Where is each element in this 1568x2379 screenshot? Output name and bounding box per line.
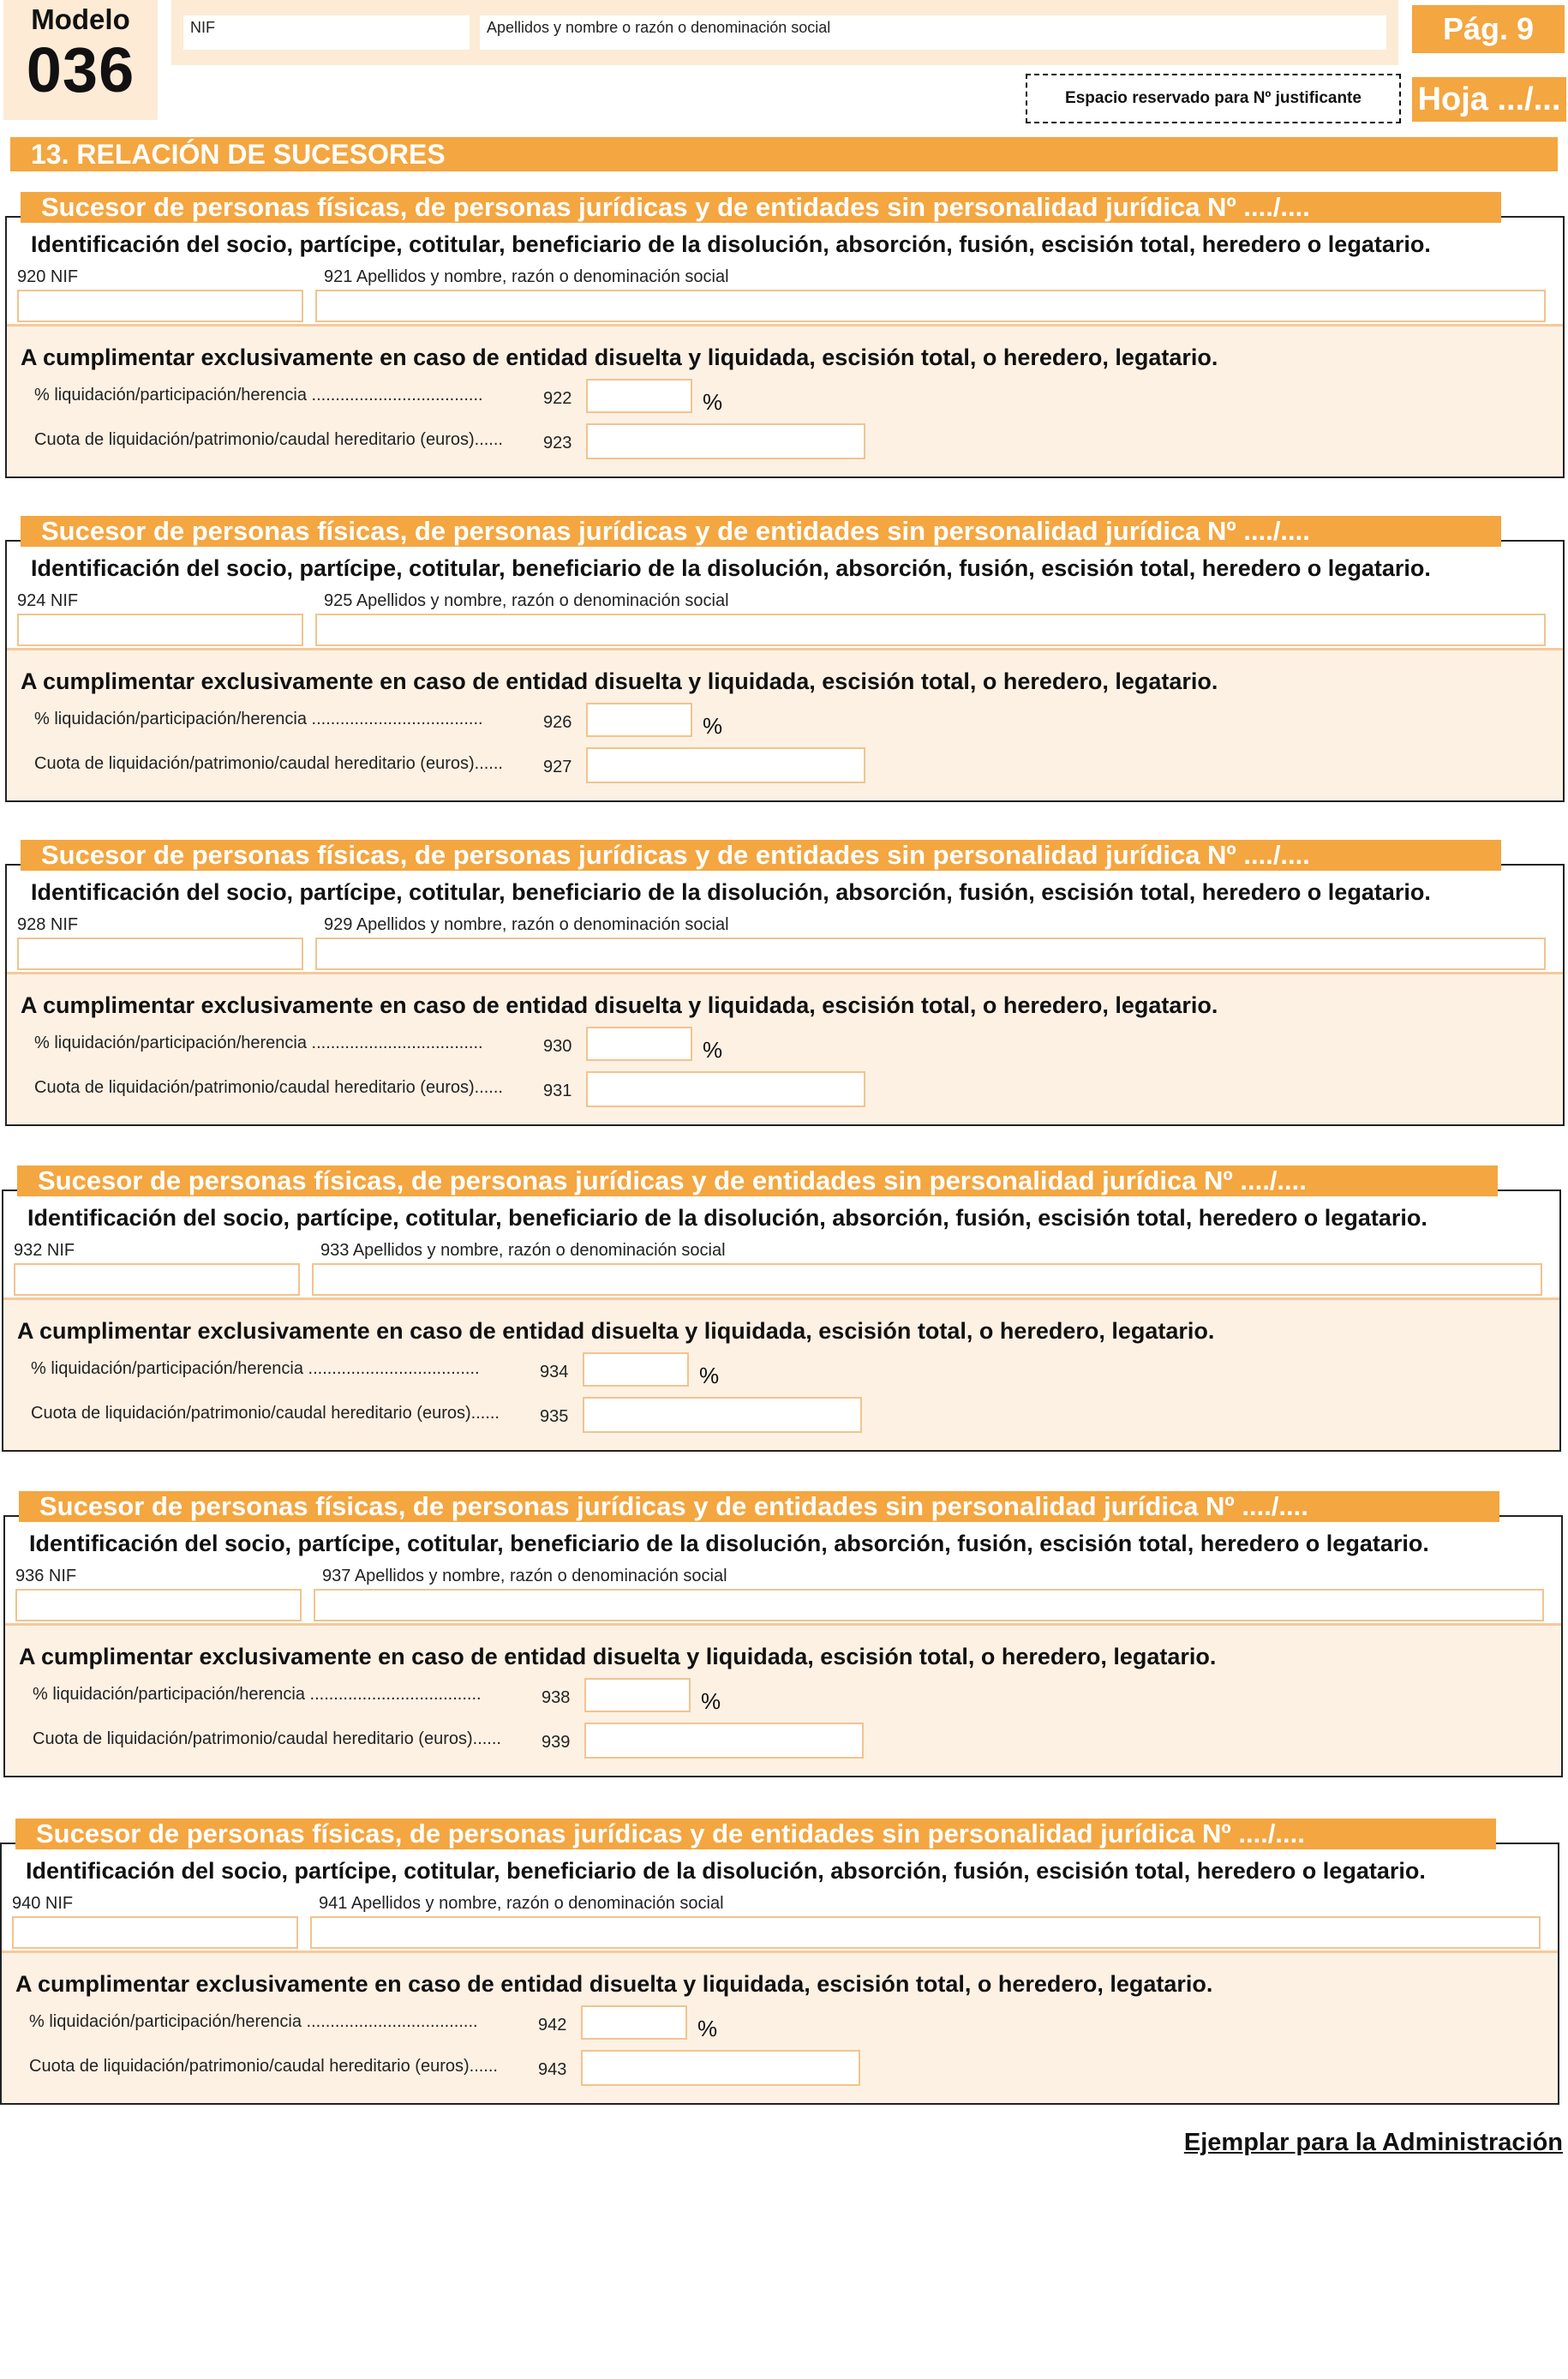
successor-block-body [5,864,1565,1126]
successor-block-title: Sucesor de personas físicas, de personas jurídicas y de entidades sin personalidad jurídica Nº ..../.... [15,1819,1496,1849]
modelo-box [3,0,158,120]
successor-block-title: Sucesor de personas físicas, de personas jurídicas y de entidades sin personalidad jurídica Nº ..../.... [19,1491,1499,1522]
name-input[interactable] [315,290,1546,322]
percentage-input[interactable] [583,1352,689,1387]
quota-code: 943 [538,2060,567,2079]
percent-sign: % [697,2016,718,2041]
name-input[interactable] [310,1916,1541,1949]
nif-label: 924 NIF [17,591,79,610]
page-number-badge: Pág. 9 [1412,5,1565,53]
quota-code: 927 [543,758,572,776]
nif-input[interactable] [15,1589,302,1621]
percentage-label: % liquidación/participación/herencia .................................... [33,1685,482,1704]
percentage-code: 934 [540,1363,569,1381]
quota-input[interactable] [586,1071,865,1107]
quota-code: 939 [542,1733,571,1752]
identification-area [3,1191,1559,1300]
percent-sign: % [703,713,723,739]
nif-input[interactable] [12,1916,298,1949]
name-label: 941 Apellidos y nombre, razón o denominación social [319,1894,724,1913]
reserved-justificante-box: Espacio reservado para Nº justificante [1026,74,1401,123]
name-label: 921 Apellidos y nombre, razón o denominación social [324,267,729,286]
quota-label: Cuota de liquidación/patrimonio/caudal hereditario (euros)...... [34,754,503,773]
successor-block-3 [5,840,1565,1131]
section-title: 13. RELACIÓN DE SUCESORES [10,137,1558,171]
successor-block-title: Sucesor de personas físicas, de personas jurídicas y de entidades sin personalidad jurídica Nº ..../.... [21,192,1501,223]
successor-block-body [5,216,1565,478]
name-input[interactable] [315,614,1546,646]
name-label: 929 Apellidos y nombre, razón o denominación social [324,915,729,934]
percentage-label: % liquidación/participación/herencia .................................... [34,386,483,404]
percentage-code: 930 [543,1037,572,1056]
identification-title: Identificación del socio, partícipe, cotitular, beneficiario de la disolución, absorción, fusión, escisión total, heredero o legatario. [26,1858,1426,1884]
identification-area [7,542,1563,650]
identification-title: Identificación del socio, partícipe, cotitular, beneficiario de la disolución, absorción, fusión, escisión total, heredero o legatario. [29,1531,1429,1556]
liquidation-title: A cumplimentar exclusivamente en caso de entidad disuelta y liquidada, escisión total, o heredero, legatario. [17,1318,1215,1344]
successor-block-body [3,1515,1563,1777]
identification-area [7,218,1563,327]
quota-input[interactable] [586,423,865,459]
successor-block-6 [0,1819,1559,2110]
quota-input[interactable] [581,2050,860,2086]
name-label: 925 Apellidos y nombre, razón o denominación social [324,591,729,610]
liquidation-title: A cumplimentar exclusivamente en caso de entidad disuelta y liquidada, escisión total, o heredero, legatario. [15,1971,1213,1997]
name-input[interactable] [312,1263,1542,1296]
percent-sign: % [701,1688,721,1714]
quota-code: 935 [540,1407,569,1426]
identification-area [2,1844,1558,1953]
percentage-code: 942 [538,2016,567,2034]
header-name-field[interactable]: Apellidos y nombre o razón o denominación social [480,15,1386,50]
nif-label: 932 NIF [14,1241,75,1260]
sheet-number-badge: Hoja .../... [1412,77,1566,122]
successor-block-5 [3,1491,1563,1783]
identification-title: Identificación del socio, partícipe, cotitular, beneficiario de la disolución, absorción, fusión, escisión total, heredero o legatario. [31,231,1431,257]
percentage-input[interactable] [586,1027,692,1061]
identification-area [5,1517,1561,1626]
nif-label: 928 NIF [17,915,79,934]
identification-title: Identificación del socio, partícipe, cotitular, beneficiario de la disolución, absorción, fusión, escisión total, heredero o legatario. [31,879,1431,905]
name-input[interactable] [315,938,1546,970]
successor-block-body [5,540,1565,802]
percentage-input[interactable] [581,2005,687,2040]
quota-label: Cuota de liquidación/patrimonio/caudal hereditario (euros)...... [34,1078,503,1097]
nif-label: 920 NIF [17,267,79,286]
successor-block-2 [5,516,1565,807]
header-nif-field[interactable]: NIF [183,15,470,50]
quota-label: Cuota de liquidación/patrimonio/caudal hereditario (euros)...... [31,1404,500,1423]
modelo-word: Modelo [31,3,130,35]
percent-sign: % [703,389,723,415]
successor-block-body [2,1190,1561,1452]
quota-code: 931 [543,1082,572,1100]
percentage-input[interactable] [584,1678,691,1712]
percentage-label: % liquidación/participación/herencia .................................... [34,710,483,728]
successor-block-title: Sucesor de personas físicas, de personas jurídicas y de entidades sin personalidad jurídica Nº ..../.... [21,840,1501,871]
percentage-label: % liquidación/participación/herencia .................................... [34,1034,483,1052]
header-band [171,0,1398,65]
percentage-code: 922 [543,389,572,408]
identification-area [7,866,1563,974]
identification-title: Identificación del socio, partícipe, cotitular, beneficiario de la disolución, absorción, fusión, escisión total, heredero o legatario. [27,1205,1427,1231]
modelo-number: 036 [26,34,135,105]
copy-for-administration-label: Ejemplar para la Administración [1183,2129,1563,2156]
percent-sign: % [703,1037,723,1063]
nif-input[interactable] [14,1263,300,1296]
quota-code: 923 [543,434,572,452]
name-input[interactable] [314,1589,1544,1621]
percentage-code: 938 [542,1688,571,1707]
quota-label: Cuota de liquidación/patrimonio/caudal hereditario (euros)...... [29,2057,498,2076]
percentage-input[interactable] [586,703,692,737]
nif-label: 940 NIF [12,1894,74,1913]
successor-block-1 [5,192,1565,483]
percent-sign: % [699,1363,720,1388]
percentage-label: % liquidación/participación/herencia .................................... [31,1359,480,1378]
successor-block-4 [2,1166,1561,1457]
name-label: 937 Apellidos y nombre, razón o denominación social [322,1567,727,1585]
percentage-code: 926 [543,713,572,732]
liquidation-title: A cumplimentar exclusivamente en caso de entidad disuelta y liquidada, escisión total, o heredero, legatario. [21,668,1218,694]
quota-input[interactable] [584,1723,864,1759]
liquidation-title: A cumplimentar exclusivamente en caso de entidad disuelta y liquidada, escisión total, o heredero, legatario. [21,345,1218,370]
identification-title: Identificación del socio, partícipe, cotitular, beneficiario de la disolución, absorción, fusión, escisión total, heredero o legatario. [31,555,1431,581]
quota-input[interactable] [583,1397,862,1433]
percentage-label: % liquidación/participación/herencia .................................... [29,2012,478,2031]
quota-label: Cuota de liquidación/patrimonio/caudal hereditario (euros)...... [34,430,503,449]
successor-block-title: Sucesor de personas físicas, de personas jurídicas y de entidades sin personalidad jurídica Nº ..../.... [17,1166,1498,1196]
nif-input[interactable] [17,938,303,970]
successor-block-body [0,1843,1559,2105]
nif-input[interactable] [17,614,303,646]
successor-block-title: Sucesor de personas físicas, de personas jurídicas y de entidades sin personalidad jurídica Nº ..../.... [21,516,1501,547]
nif-label: 936 NIF [15,1567,77,1585]
liquidation-title: A cumplimentar exclusivamente en caso de entidad disuelta y liquidada, escisión total, o heredero, legatario. [21,992,1218,1018]
quota-label: Cuota de liquidación/patrimonio/caudal hereditario (euros)...... [33,1729,501,1748]
quota-input[interactable] [586,747,865,783]
percentage-input[interactable] [586,379,692,413]
nif-input[interactable] [17,290,303,322]
liquidation-title: A cumplimentar exclusivamente en caso de entidad disuelta y liquidada, escisión total, o heredero, legatario. [19,1644,1217,1669]
name-label: 933 Apellidos y nombre, razón o denominación social [320,1241,726,1260]
